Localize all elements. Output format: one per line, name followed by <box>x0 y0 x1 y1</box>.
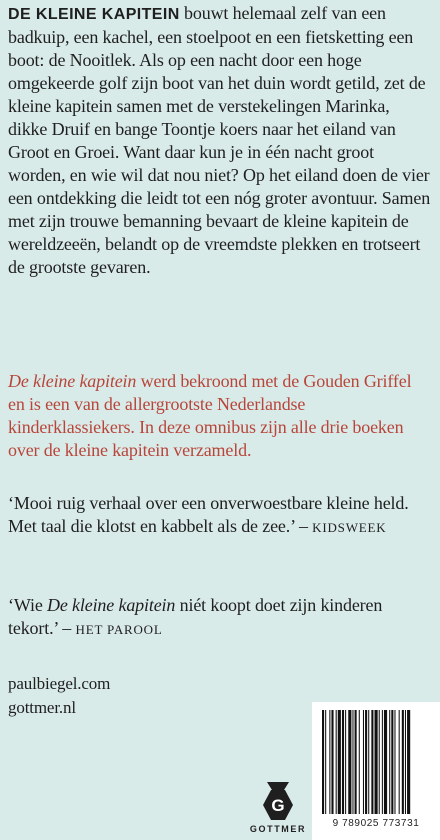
award-paragraph <box>8 370 432 462</box>
barcode-bar <box>365 710 367 814</box>
blurb-lead-title: DE KLEINE KAPITEIN <box>8 6 180 23</box>
author-website-link[interactable]: paulbiegel.com <box>8 674 111 693</box>
publisher-logo-icon <box>248 780 308 824</box>
barcode-bar <box>379 710 380 814</box>
barcode-bar <box>371 710 373 814</box>
barcode-bar <box>389 710 390 814</box>
barcode-bar <box>359 710 360 814</box>
barcode-bar <box>368 710 369 814</box>
review-quote <box>8 492 432 539</box>
barcode-bar <box>342 710 344 814</box>
publisher-logo <box>248 780 308 840</box>
quote-dash: – <box>294 516 313 536</box>
award-text: werd bekroond met de Gouden Griffel en is een van de allergrootste Nederlandse kinderklassiekers. In deze omnibus zijn alle drie boeken over de kleine kapitein verzameld. <box>8 371 412 460</box>
publisher-name: GOTTMER <box>249 824 307 834</box>
quote-source: KIDSWEEK <box>312 520 387 535</box>
quote-dash: – <box>57 618 76 638</box>
blurb-text: bouwt helemaal zelf van een badkuip, een kachel, een stoelpoot en een fietsketting een boot: de Nooitlek. Als op een nacht door een hoge omgekeerde golf zijn boot van het duin wordt getild, zet de kleine kapitein samen met de verstekelingen Marinka, dikke Druif en bange Toontje koers naar het eiland van Groot en Groei. Want daar kun je in één nacht groot worden, en wie wil dat nou niet? Op het eiland doen de vier een ontdekking die leidt tot een nóg groter avontuur. Samen met zijn trouwe bemanning bevaart de kleine kapitein de wereldzeeën, belandt op de vreemdste plekken en trotseert de grootste gevaren. <box>8 3 431 277</box>
barcode-bar <box>375 710 378 814</box>
barcode-bar <box>399 710 400 814</box>
quote-text: ‘Wie <box>8 595 48 615</box>
barcode-bar <box>407 710 410 814</box>
barcode-bar <box>363 710 364 814</box>
review-quote <box>8 594 432 641</box>
quote-text: ‘Mooi ruig verhaal over een onverwoestbare kleine held. Met taal die klotst en kabbelt als de zee.’ <box>8 493 409 536</box>
publisher-website-link[interactable]: gottmer.nl <box>8 698 76 717</box>
award-book-title: De kleine kapitein <box>8 371 137 391</box>
isbn-barcode <box>312 702 440 840</box>
barcode-bar <box>329 710 330 814</box>
barcode-bar <box>394 710 395 814</box>
barcode-bar <box>338 710 341 814</box>
barcode-bar <box>402 710 404 814</box>
barcode-bar <box>405 710 406 814</box>
quote-book-title: De kleine kapitein <box>47 595 176 615</box>
barcode-bar <box>345 710 346 814</box>
quote-source: HET PAROOL <box>75 622 163 637</box>
barcode-bar <box>336 710 337 814</box>
barcode-bar <box>331 710 333 814</box>
barcode-bars-icon <box>322 710 430 814</box>
barcode-bar <box>348 710 351 814</box>
publisher-logo-letter: G <box>271 796 285 815</box>
barcode-bar <box>355 710 357 814</box>
barcode-bar <box>325 710 326 814</box>
barcode-bar <box>382 710 383 814</box>
barcode-bar <box>391 710 393 814</box>
quote-text-end: niét koopt doet zijn kinderen tekort.’ <box>8 595 383 638</box>
blurb-paragraph <box>8 2 432 279</box>
barcode-bar <box>384 710 387 814</box>
barcode-bar <box>322 710 324 814</box>
barcode-number: 9 789025 773731 <box>332 818 420 829</box>
barcode-bar <box>352 710 353 814</box>
